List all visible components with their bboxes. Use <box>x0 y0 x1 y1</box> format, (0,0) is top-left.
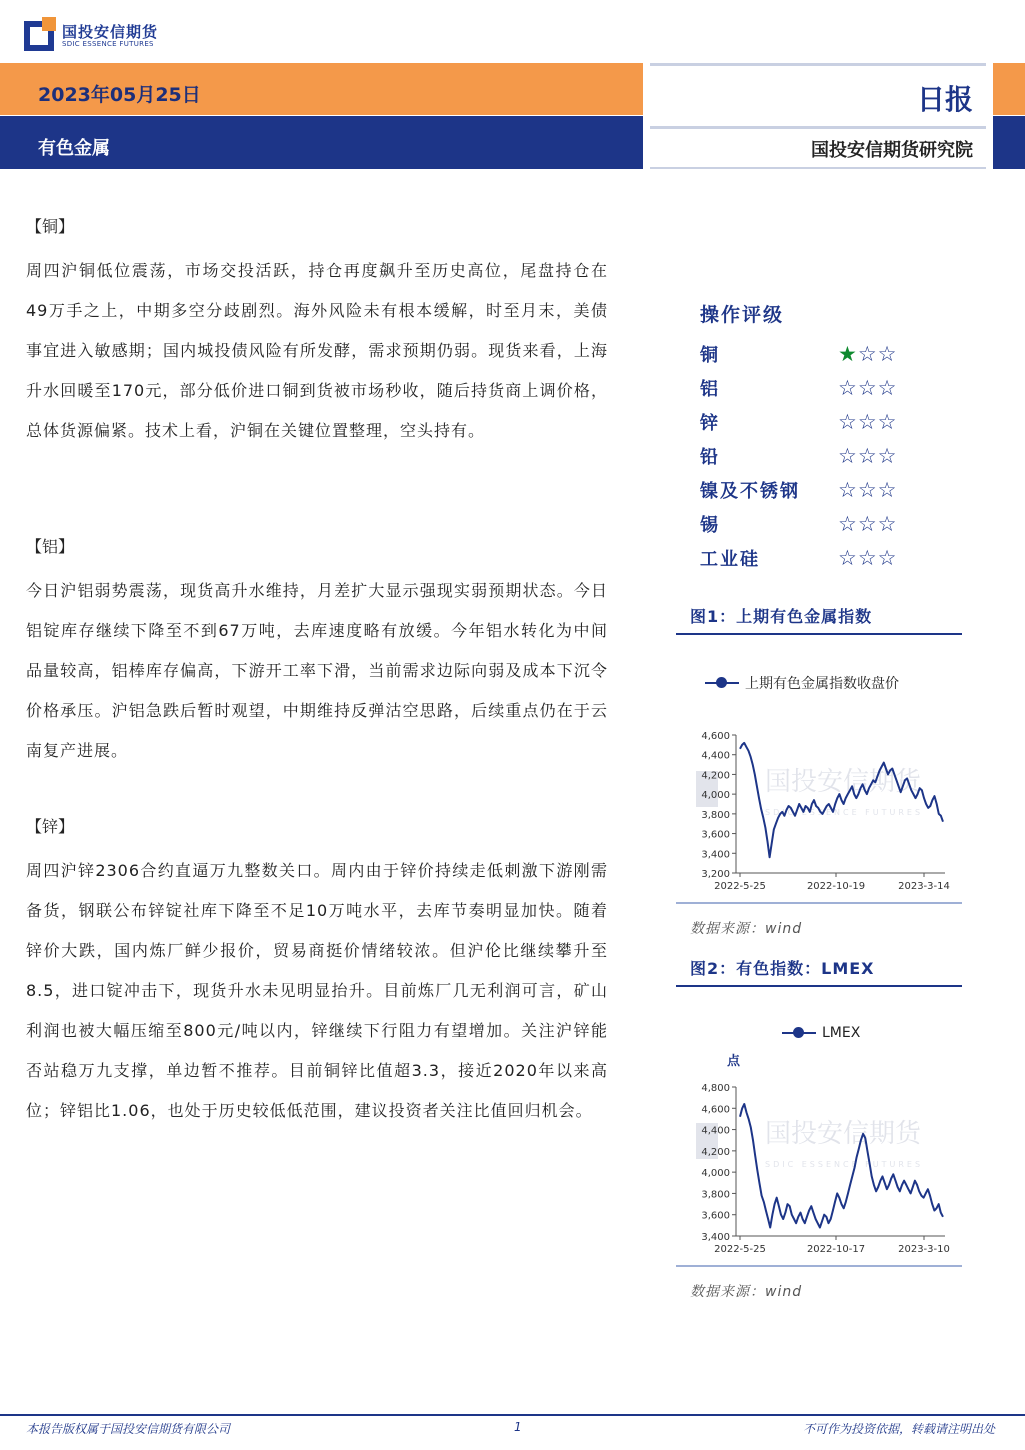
figure-2-title-rule <box>676 985 962 987</box>
rating-row <box>700 507 960 541</box>
page-number: 1 <box>514 1420 522 1434</box>
star-empty-icon: ☆ <box>838 376 857 400</box>
star-filled-icon: ★ <box>838 342 857 366</box>
rating-metal-name: 镍及不锈钢 <box>700 481 800 502</box>
rating-title: 操作评级 <box>700 304 785 326</box>
y-tick-label: 3,800 <box>701 1189 730 1201</box>
y-tick-label: 4,200 <box>701 770 730 782</box>
y-tick-label: 4,600 <box>701 731 730 742</box>
section-zinc <box>26 814 608 1131</box>
footer-disclaimer: 不可作为投资依据，转载请注明出处 <box>802 1422 995 1436</box>
legend-label: 上期有色金属指数收盘价 <box>745 676 899 692</box>
legend-line-marker-icon <box>705 676 739 690</box>
divider <box>650 167 986 169</box>
star-empty-icon: ☆ <box>877 512 897 536</box>
star-empty-icon: ☆ <box>877 444 897 468</box>
figure-1-title-rule <box>676 633 962 635</box>
star-empty-icon: ☆ <box>877 410 897 434</box>
y-tick-label: 4,200 <box>701 1146 730 1158</box>
star-empty-icon: ☆ <box>877 342 897 366</box>
rating-panel <box>700 300 960 575</box>
rating-row <box>700 337 960 371</box>
section-aluminum <box>26 534 608 771</box>
report-date: 2023年05月25日 <box>38 84 201 106</box>
rating-row <box>700 541 960 575</box>
watermark-text: 国投安信期货 <box>765 1119 922 1149</box>
star-empty-icon: ☆ <box>857 478 877 502</box>
x-tick-label: 2023-3-14 <box>898 881 950 892</box>
watermark-text-en: SDIC ESSENCE FUTURES <box>765 808 924 817</box>
y-tick-label: 3,800 <box>701 809 730 821</box>
rating-metal-name: 铅 <box>700 447 720 468</box>
section-body: 周四沪铜低位震荡，市场交投活跃，持仓再度飙升至历史高位，尾盘持仓在49万手之上，中期多空分歧剧烈。海外风险未有根本缓解，时至月末，美债事宜进入敏感期；国内城投债风险有所发酵，需求预期仍弱。现货来看，上海升水回暖至170元，部分低价进口铜到货被市场秒收，随后持货商上调价格，总体货源偏紧。技术上看，沪铜在关键位置整理，空头持有。 <box>26 261 608 440</box>
section-body: 今日沪铝弱势震荡，现货高升水维持，月差扩大显示强现实弱预期状态。今日铝锭库存继续下降至不到67万吨，去库速度略有放缓。今年铝水转化为中间品量较高，铝棒库存偏高，下游开工率下滑，当前需求边际向弱及成本下沉令价格承压。沪铝急跌后暂时观望，中期维持反弹沽空思路，后续重点仍在于云南复产进展。 <box>26 581 608 760</box>
star-empty-icon: ☆ <box>857 546 877 570</box>
star-empty-icon: ☆ <box>857 342 877 366</box>
rating-row <box>700 371 960 405</box>
rating-row <box>700 473 960 507</box>
rating-stars <box>838 411 897 433</box>
rating-stars <box>838 513 897 535</box>
rating-stars <box>838 343 897 365</box>
x-tick-label: 2022-10-17 <box>806 1244 866 1255</box>
figure-2-title: 图2：有色指数：LMEX <box>690 959 875 978</box>
section-copper <box>26 214 608 451</box>
figure-2-bottom-rule <box>676 1265 962 1267</box>
y-tick-label: 3,600 <box>701 1210 730 1222</box>
figure-1-chart <box>680 725 960 900</box>
divider <box>650 126 986 129</box>
y-tick-label: 4,000 <box>701 1168 730 1180</box>
figure-1-source: 数据来源：wind <box>690 921 803 937</box>
header-accent-blue <box>993 116 1025 169</box>
rating-metal-name: 锡 <box>700 515 720 536</box>
y-tick-label: 4,800 <box>701 1083 730 1094</box>
footer-rule <box>0 1414 1025 1416</box>
figure-1-legend <box>705 673 899 693</box>
star-empty-icon: ☆ <box>838 410 857 434</box>
watermark-text: 国投安信期货 <box>765 767 922 797</box>
x-tick-label: 2022-5-25 <box>714 1244 766 1255</box>
figure-1-title: 图1：上期有色金属指数 <box>690 607 873 626</box>
section-heading: 【锌】 <box>26 817 75 836</box>
star-empty-icon: ☆ <box>877 546 897 570</box>
legend-label: LMEX <box>822 1025 861 1041</box>
y-tick-label: 3,400 <box>701 849 730 861</box>
star-empty-icon: ☆ <box>838 444 857 468</box>
star-empty-icon: ☆ <box>857 410 877 434</box>
y-tick-label: 4,000 <box>701 790 730 802</box>
legend-line-marker-icon <box>782 1026 816 1040</box>
rating-stars <box>838 445 897 467</box>
watermark <box>696 1119 923 1169</box>
footer-copyright: 本报告版权属于国投安信期货有限公司 <box>26 1422 231 1436</box>
star-empty-icon: ☆ <box>857 444 877 468</box>
star-empty-icon: ☆ <box>877 376 897 400</box>
star-empty-icon: ☆ <box>877 478 897 502</box>
rating-stars <box>838 547 897 569</box>
rating-metal-name: 锌 <box>700 413 720 434</box>
logo-name-en: SDIC ESSENCE FUTURES <box>62 39 154 48</box>
logo-mark-icon <box>24 21 54 51</box>
y-tick-label: 4,400 <box>701 1125 730 1137</box>
figure-1-bottom-rule <box>676 902 962 904</box>
rating-row <box>700 405 960 439</box>
x-tick-label: 2023-3-10 <box>898 1244 950 1255</box>
figure-2-source: 数据来源：wind <box>690 1284 803 1300</box>
rating-metal-name: 铜 <box>700 345 720 366</box>
y-tick-label: 4,400 <box>701 750 730 762</box>
y-tick-label: 3,200 <box>701 869 730 880</box>
report-sector: 有色金属 <box>38 138 110 159</box>
section-heading: 【铜】 <box>26 217 75 236</box>
logo-text <box>62 24 158 49</box>
figure-2-unit: 点 <box>727 1054 741 1069</box>
rating-metal-name: 工业硅 <box>700 549 760 570</box>
rating-stars <box>838 479 897 501</box>
series-line <box>740 743 943 857</box>
star-empty-icon: ☆ <box>857 512 877 536</box>
x-tick-label: 2022-5-25 <box>714 881 766 892</box>
y-tick-label: 4,600 <box>701 1104 730 1116</box>
figure-2-chart <box>680 1077 960 1263</box>
section-heading: 【铝】 <box>26 537 75 556</box>
star-empty-icon: ☆ <box>857 376 877 400</box>
watermark-text-en: SDIC ESSENCE FUTURES <box>765 1160 924 1169</box>
header-accent-orange <box>993 63 1025 115</box>
institute-name: 国投安信期货研究院 <box>811 140 973 161</box>
company-logo <box>24 16 158 56</box>
star-empty-icon: ☆ <box>838 546 857 570</box>
rating-row <box>700 439 960 473</box>
star-empty-icon: ☆ <box>838 512 857 536</box>
report-type: 日报 <box>916 83 973 116</box>
divider <box>650 63 986 66</box>
y-tick-label: 3,600 <box>701 829 730 841</box>
star-empty-icon: ☆ <box>838 478 857 502</box>
rating-stars <box>838 377 897 399</box>
rating-metal-name: 铝 <box>700 379 720 400</box>
section-body: 周四沪锌2306合约直逼万九整数关口。周内由于锌价持续走低刺激下游刚需备货，钢联公布锌锭社库下降至不足10万吨水平，去库节奏明显加快。随着锌价大跌，国内炼厂鲜少报价，贸易商挺价情绪较浓。但沪伦比继续攀升至8.5，进口锭冲击下，现货升水未见明显抬升。目前炼厂几无利润可言，矿山利润也被大幅压缩至800元/吨以内，锌继续下行阻力有望增加。关注沪锌能否站稳万九支撑，单边暂不推荐。目前铜锌比值超3.3，接近2020年以来高位；锌铝比1.06，也处于历史较低低范围，建议投资者关注比值回归机会。 <box>26 861 608 1120</box>
y-tick-label: 3,400 <box>701 1232 730 1243</box>
logo-name-cn: 国投安信期货 <box>62 22 159 41</box>
figure-2-legend <box>782 1025 860 1041</box>
x-tick-label: 2022-10-19 <box>806 881 866 892</box>
